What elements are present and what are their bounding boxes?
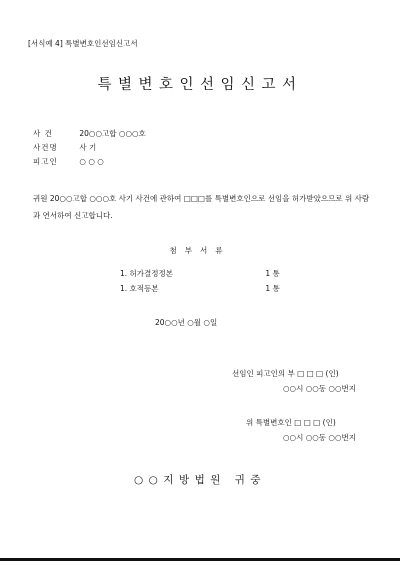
- case-number-row: [33, 128, 146, 139]
- case-number-value: 20○○고합 ○○○호: [79, 129, 146, 138]
- bottom-divider: [0, 558, 400, 561]
- court-addressee: ○○지방법원 귀중: [133, 474, 267, 486]
- case-name-value: 사 기: [79, 143, 97, 152]
- attachment-name: 1. 호적등본: [120, 284, 159, 293]
- attachment-quantity: 1 통: [265, 284, 280, 293]
- defendant-value: ○ ○ ○: [79, 157, 104, 166]
- special-lawyer-address: ○○시 ○○동 ○○번지: [283, 433, 357, 442]
- case-number-label: 사 건: [33, 129, 53, 138]
- filing-date: 20○○년 ○월 ○일: [155, 318, 218, 327]
- body-paragraph: 귀원 20○○고합 ○○○호 사기 사건에 관하여 □□□를 특별변호인으로 선임을 허가받았으므로 위 사람과 연서하여 신고합니다.: [33, 194, 370, 220]
- case-name-label: 사건명: [33, 143, 58, 152]
- special-lawyer-signature-line: 위 특별변호인 □ □ □ (인): [246, 418, 336, 427]
- attachment-item: [120, 268, 280, 279]
- form-label: [서식예 4] 특별변호인선임신고서: [28, 39, 138, 48]
- defendant-label: 피고인: [33, 157, 58, 166]
- document-title: 특별변호인선임신고서: [97, 77, 303, 93]
- appointer-signature-line: 선임인 피고인의 부 □ □ □ (인): [232, 369, 339, 378]
- defendant-row: [33, 156, 104, 167]
- case-name-row: [33, 142, 96, 153]
- attachment-item: [120, 283, 280, 294]
- attachment-quantity: 1 통: [265, 269, 280, 278]
- attachment-name: 1. 허가결정정본: [120, 269, 174, 278]
- attachments-heading: 첨부서류: [169, 246, 231, 255]
- appointer-address: ○○시 ○○동 ○○번지: [283, 384, 357, 393]
